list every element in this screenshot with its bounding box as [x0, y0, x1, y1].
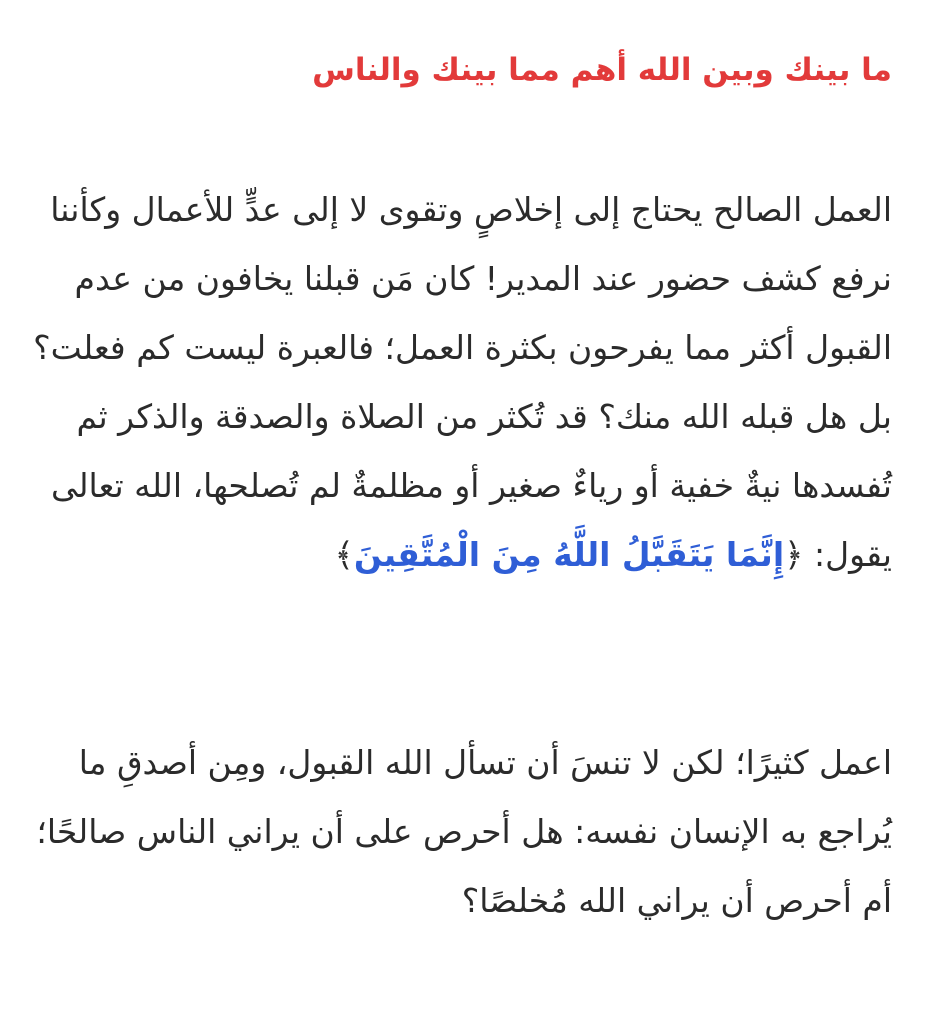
paragraph-intro	[30, 175, 892, 589]
quran-verse: إِنَّمَا يَتَقَبَّلُ اللَّهُ مِنَ الْمُتَّقِينَ	[353, 535, 785, 574]
paragraph-conclusion: اعمل كثيرًا؛ لكن لا تنسَ أن تسأل الله القبول، ومِن أصدقِ ما يُراجع به الإنسان نفسه: هل أحرص على أن يراني الناس صالحًا؛ أم أحرص أن يراني الله مُخلصًا؟	[36, 743, 892, 920]
article-title: ما بينك وبين الله أهم مما بينك والناس	[312, 52, 892, 88]
paragraph-intro-text: العمل الصالح يحتاج إلى إخلاصٍ وتقوى لا إلى عدٍّ للأعمال وكأننا نرفع كشف حضور عند المدير! كان مَن قبلنا يخافون من عدم القبول أكثر مما يفرحون بكثرة العمل؛ فالعبرة ليست كم فعلت؟ بل هل قبله الله منك؟ قد تُكثر من الصلاة والصدقة والذكر ثم تُفسدها نيةٌ خفية أو رياءٌ صغير أو مظلمةٌ لم تُصلحها، الله تعالى يقول:	[33, 190, 892, 574]
verse-close-bracket: ﴾	[334, 535, 354, 574]
verse-open-bracket: ﴿	[784, 535, 804, 574]
